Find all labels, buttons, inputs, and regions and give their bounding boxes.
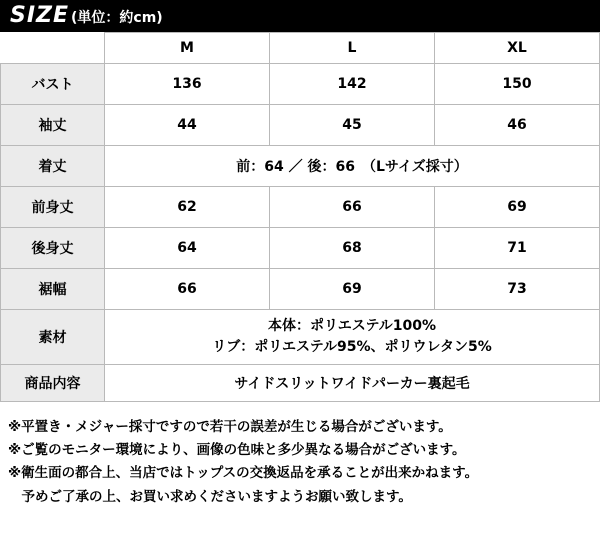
- table-corner-cell: [1, 33, 105, 64]
- cell-back-length-m: 64: [105, 228, 270, 269]
- cell-hem-width-l: 69: [270, 269, 435, 310]
- header-unit-note: (単位：約cm): [71, 10, 163, 26]
- cell-bust-xl: 150: [435, 64, 600, 105]
- cell-back-length-xl: 71: [435, 228, 600, 269]
- header-bar: [0, 0, 600, 32]
- cell-sleeve-m: 44: [105, 105, 270, 146]
- cell-product-content: サイドスリットワイドパーカー裏起毛: [105, 365, 600, 402]
- cell-hem-width-m: 66: [105, 269, 270, 310]
- table-row: [1, 228, 600, 269]
- table-row: [1, 269, 600, 310]
- size-table: [0, 32, 600, 402]
- row-label-product-content: 商品内容: [1, 365, 105, 402]
- note-line-1: ※平置き・メジャー採寸ですので若干の誤差が生じる場合がございます。: [8, 419, 452, 435]
- table-row: [1, 64, 600, 105]
- header-size-title: SIZE: [10, 3, 70, 28]
- table-row: [1, 105, 600, 146]
- table-row: [1, 310, 600, 365]
- cell-material: [105, 310, 600, 365]
- material-line-body: 本体：ポリエステル100%: [268, 318, 436, 334]
- cell-bust-m: 136: [105, 64, 270, 105]
- column-header-xl: XL: [435, 33, 600, 64]
- cell-front-length-l: 66: [270, 187, 435, 228]
- table-row: [1, 187, 600, 228]
- row-label-back-length: 後身丈: [1, 228, 105, 269]
- material-line-rib: リブ：ポリエステル95%、ポリウレタン5%: [212, 339, 492, 355]
- column-header-l: L: [270, 33, 435, 64]
- cell-back-length-l: 68: [270, 228, 435, 269]
- table-header-row: [1, 33, 600, 64]
- row-label-bust: バスト: [1, 64, 105, 105]
- cell-sleeve-xl: 46: [435, 105, 600, 146]
- cell-length-note: 前：64 ／ 後：66 （Lサイズ採寸）: [105, 146, 600, 187]
- column-header-m: M: [105, 33, 270, 64]
- table-row: [1, 365, 600, 402]
- row-label-length: 着丈: [1, 146, 105, 187]
- notes-block: [0, 402, 600, 509]
- row-label-material: 素材: [1, 310, 105, 365]
- cell-sleeve-l: 45: [270, 105, 435, 146]
- row-label-hem-width: 裾幅: [1, 269, 105, 310]
- cell-hem-width-xl: 73: [435, 269, 600, 310]
- row-label-front-length: 前身丈: [1, 187, 105, 228]
- row-label-sleeve: 袖丈: [1, 105, 105, 146]
- cell-front-length-m: 62: [105, 187, 270, 228]
- cell-bust-l: 142: [270, 64, 435, 105]
- note-line-2: ※ご覧のモニター環境により、画像の色味と多少異なる場合がございます。: [8, 442, 466, 459]
- note-line-3: ※衛生面の都合上、当店ではトップスの交換返品を承ることが出来かねます。: [8, 465, 479, 482]
- cell-front-length-xl: 69: [435, 187, 600, 228]
- table-row: [1, 146, 600, 187]
- note-line-4: 予めご了承の上、お買い求めくださいますようお願い致します。: [8, 488, 412, 505]
